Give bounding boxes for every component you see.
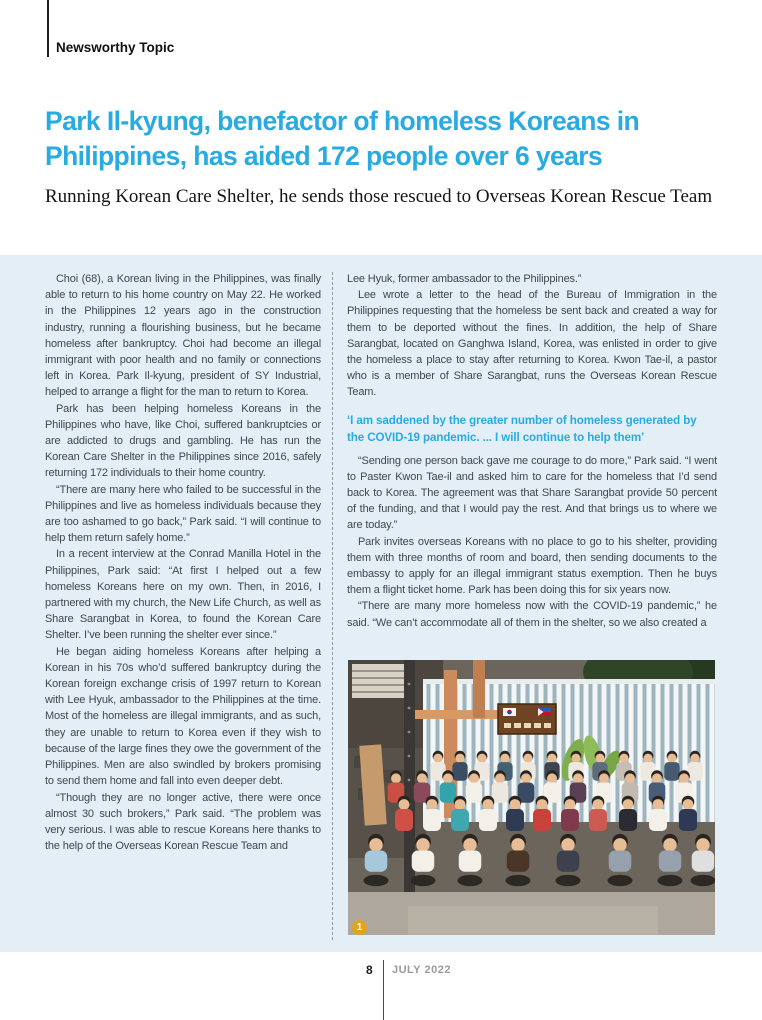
paragraph: He began aiding homeless Koreans after helping a Korean in his 70s who’d suffered bankruptcy during the Korean foreign exchange crisis of 1997 return to Korean with Lee Hyuk, ambassador to the Philippines at the time. Most of the homeless are illegal immigrants, and as such, they are unable to return to Korea even if they wish to because of the large fines they owe the government of the Philippines. Men are also swindled by brokers promising to send them home and fall into even deeper debt.: [45, 645, 321, 788]
right-rest: [347, 453, 717, 631]
paragraph: Philippines, has aided 172 people over 6 years: [45, 141, 603, 171]
paragraph: “Though they are no longer active, there were once almost 30 such brokers,” Park said. “The problem was very serious. I was able to rescue Koreans here thanks to the help of the Overseas Korean Rescue Team and: [45, 791, 321, 853]
kicker-rule: [47, 0, 49, 57]
paragraph: Park invites overseas Koreans with no place to go to his shelter, providing them with three months of room and board, then sending documents to the embassy to apply for an illegal immigrant status exemption. Then he buys them a flight ticket home. Park has been doing this for six years now.: [347, 535, 717, 597]
group-photo-illustration: [348, 660, 715, 935]
paragraph: Park Il-kyung, benefactor of homeless Koreans in: [45, 106, 640, 136]
article-deck: Running Korean Care Shelter, he sends those rescued to Overseas Korean Rescue Team: [45, 186, 713, 207]
section-kicker: Newsworthy Topic: [56, 40, 175, 55]
continuation-paragraph: Lee Hyuk, former ambassador to the Philippines.”: [347, 273, 582, 285]
paragraph: Choi (68), a Korean living in the Philippines, was finally able to return to his home country on May 22. He worked in the Philippines 12 years ago in the construction industry, running a flourishing business, but he became homeless after bankruptcy. Choi had become an illegal immigrant with poor health and no family or connections left in Korea. Park Il-kyung, president of SY Industrial, helped to arrange a flight for the man to return to Korea.: [45, 273, 321, 399]
issue-date: JULY 2022: [392, 964, 451, 976]
group-photo: [348, 660, 715, 935]
footer-rule: [383, 960, 384, 1020]
column-divider: [332, 272, 333, 940]
paragraph: “There are many more homeless now with the COVID-19 pandemic,” he said. “We can’t accommodate all of them in the shelter, so we also created a: [347, 600, 717, 629]
paragraph: ‘I am saddened by the greater number of homeless generated by: [347, 413, 697, 427]
paragraph: In a recent interview at the Conrad Manilla Hotel in the Philippines, Park said: “At first I helped out a few homeless Koreans here on my own. Then, in 2016, I partnered with my church, the New Life Church, as well as Share Sarangbat in Korea, to found the Korean Care Shelter. I’ve been running the shelter ever since.”: [45, 548, 321, 642]
article-headline: [45, 104, 735, 174]
right-column: [347, 271, 717, 655]
paragraph: “There are many here who failed to be successful in the Philippines and live as homeless individuals because they are too ashamed to go back,” Park said. “I will continue to help them return safely home.”: [45, 483, 321, 545]
right-intro: [347, 287, 717, 400]
paragraph: the COVID-19 pandemic. ... I will continue to help them’: [347, 431, 645, 445]
paragraph: “Sending one person back gave me courage to do more,” Park said. “I went to Paster Kwon Tae-il and asked him to care for the homeless that I’d send back to Korea. The agreement was that Share Sarangbat provide 50 percent of the funding, and that I would pay the rest. And that brings us to where we are today.”: [347, 454, 717, 532]
pull-quote-subheading: [347, 412, 717, 447]
paragraph: Lee wrote a letter to the head of the Bureau of Immigration in the Philippines requesting that the homeless be sent back and created a way for them to be deported without the fines. In addition, the help of Share Sarangbat, located on Ganghwa Island, Korea, was enlisted in order to give the homeless a place to stay after returning to Korea. Kwon Tae-il, a pastor who is a member of Share Sarangbat, runs the Overseas Korean Rescue Team.: [347, 289, 717, 399]
paragraph: Park has been helping homeless Koreans in the Philippines who have, like Choi, suffered bankruptcies or are addicted to drugs and gambling. He has run the Korean Care Shelter in the Philippines since 2016, safely returning 172 individuals to their home country.: [45, 402, 321, 480]
photo-number-badge: 1: [352, 920, 367, 935]
page-number: 8: [366, 963, 373, 977]
left-column: [45, 271, 321, 943]
